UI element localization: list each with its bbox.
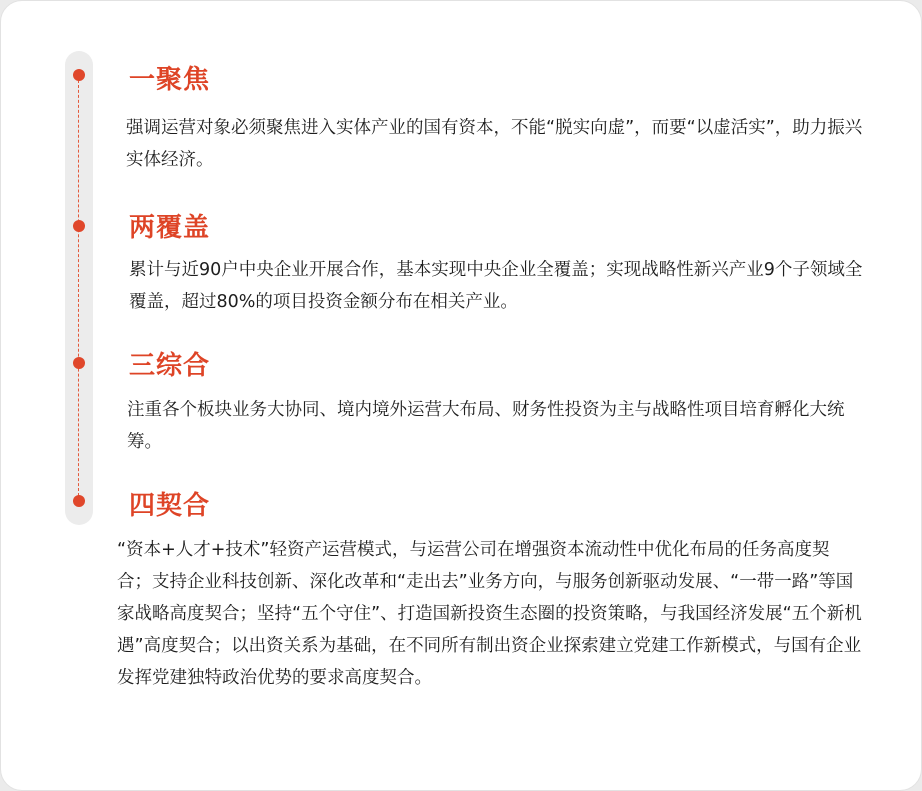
section-3-title: 三综合 bbox=[129, 351, 211, 381]
section-4-text: “资本+人才+技术”轻资产运营模式，与运营公司在增强资本流动性中优化布局的任务高度契合；支持企业科技创新、深化改革和“走出去”业务方向，与服务创新驱动发展、“一带一路”等国家战略高度契合；坚持“五个守住”、打造国新投资生态圈的投资策略，与我国经济发展“五个新机遇”高度契合；以出资关系为基础，在不同所有制出资企业探索建立党建工作新模式，与国有企业发挥党建独特政治优势的要求高度契合。 bbox=[117, 540, 862, 688]
timeline-track bbox=[65, 51, 93, 525]
timeline-dot-4 bbox=[73, 495, 85, 507]
section-4-title: 四契合 bbox=[129, 491, 211, 521]
timeline-dot-2 bbox=[73, 220, 85, 232]
timeline-dot-1 bbox=[73, 69, 85, 81]
section-1-title: 一聚焦 bbox=[129, 65, 211, 95]
section-1-text: 强调运营对象必须聚焦进入实体产业的国有资本，不能“脱实向虚”，而要“以虚活实”，助力振兴实体经济。 bbox=[126, 118, 863, 170]
timeline-dashed-line bbox=[78, 75, 79, 501]
timeline-dot-3 bbox=[73, 357, 85, 369]
section-2-text: 累计与近90户中央企业开展合作，基本实现中央企业全覆盖；实现战略性新兴产业9个子领域全覆盖，超过80%的项目投资金额分布在相关产业。 bbox=[129, 260, 863, 312]
section-3-text: 注重各个板块业务大协同、境内境外运营大布局、财务性投资为主与战略性项目培育孵化大统筹。 bbox=[127, 400, 845, 452]
section-2-title: 两覆盖 bbox=[129, 213, 211, 243]
